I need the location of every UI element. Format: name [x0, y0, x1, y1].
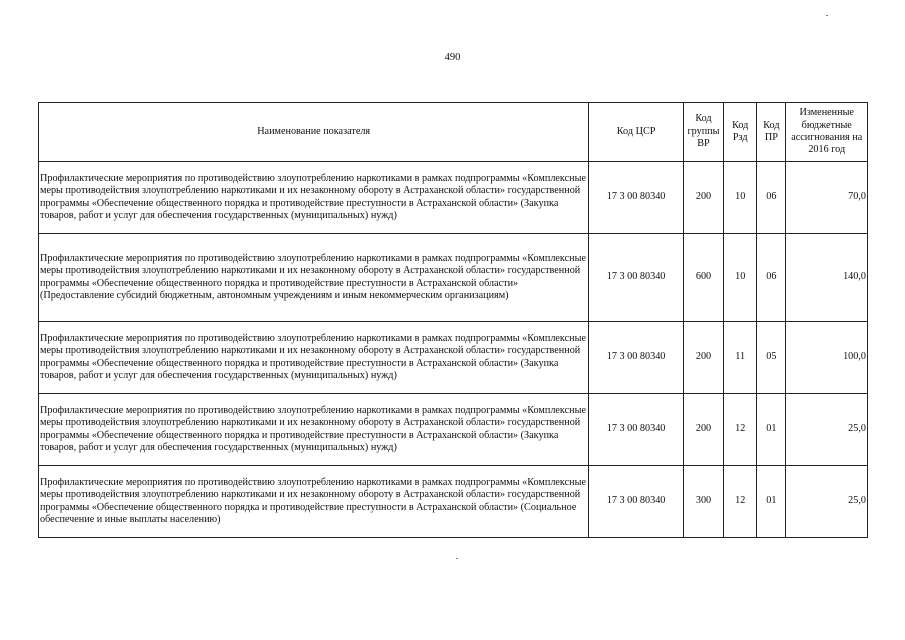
row-csr-cell: 17 3 00 80340 [589, 234, 684, 322]
header-pr-code: Код ПР [757, 103, 786, 162]
row-pr-cell: 01 [757, 394, 786, 466]
row-name-cell: Профилактические мероприятия по противодействию злоупотреблению наркотиками в рамках подпрограммы «Комплексные меры противодействия злоупотреблению наркотиками и их незаконному обороту в Астраханской области» государственной программы «Обеспечение общественного порядка и противодействие преступности в Астраханской области» (Предоставление субсидий бюджетным, автономным учреждениям и иным некоммерческим организациям) [39, 234, 589, 322]
header-amount-2016: Измененные бюджетные ассигнования на 2016 год [786, 103, 868, 162]
row-rzd-cell: 11 [724, 322, 757, 394]
row-name-cell: Профилактические мероприятия по противодействию злоупотреблению наркотиками в рамках подпрограммы «Комплексные меры противодействия злоупотреблению наркотиками и их незаконному обороту в Астраханской области» государственной программы «Обеспечение общественного порядка и противодействие преступности в Астраханской области» (Закупка товаров, работ и услуг для обеспечения государственных (муниципальных) нужд) [39, 322, 589, 394]
row-name-cell: Профилактические мероприятия по противодействию злоупотреблению наркотиками в рамках подпрограммы «Комплексные меры противодействия злоупотреблению наркотиками и их незаконному обороту в Астраханской области» государственной программы «Обеспечение общественного порядка и противодействие преступности в Астраханской области» (Социальное обеспечение и иные выплаты населению) [39, 466, 589, 538]
header-name: Наименование показателя [39, 103, 589, 162]
page-number: 490 [444, 52, 461, 63]
row-rzd-cell: 12 [724, 466, 757, 538]
row-vr-cell: 300 [683, 466, 723, 538]
table-row [39, 394, 868, 466]
table-row [39, 162, 868, 234]
row-amount-cell: 70,0 [786, 162, 868, 234]
table-row [39, 234, 868, 322]
header-csr-code: Код ЦСР [589, 103, 684, 162]
budget-allocations-table [38, 102, 868, 538]
row-rzd-cell: 10 [724, 162, 757, 234]
table-row [39, 322, 868, 394]
row-csr-cell: 17 3 00 80340 [589, 466, 684, 538]
scan-speck [456, 558, 458, 559]
row-vr-cell: 200 [683, 394, 723, 466]
row-vr-cell: 200 [683, 162, 723, 234]
row-pr-cell: 06 [757, 162, 786, 234]
row-name-cell: Профилактические мероприятия по противодействию злоупотреблению наркотиками в рамках подпрограммы «Комплексные меры противодействия злоупотреблению наркотиками и их незаконному обороту в Астраханской области» государственной программы «Обеспечение общественного порядка и противодействие преступности в Астраханской области» (Закупка товаров, работ и услуг для обеспечения государственных (муниципальных) нужд) [39, 162, 589, 234]
row-pr-cell: 06 [757, 234, 786, 322]
row-csr-cell: 17 3 00 80340 [589, 322, 684, 394]
header-rzd-code: Код Рзд [724, 103, 757, 162]
row-amount-cell: 140,0 [786, 234, 868, 322]
row-vr-cell: 600 [683, 234, 723, 322]
row-rzd-cell: 10 [724, 234, 757, 322]
table-header-row [39, 103, 868, 162]
row-amount-cell: 100,0 [786, 322, 868, 394]
row-pr-cell: 01 [757, 466, 786, 538]
row-pr-cell: 05 [757, 322, 786, 394]
row-csr-cell: 17 3 00 80340 [589, 162, 684, 234]
row-name-cell: Профилактические мероприятия по противодействию злоупотреблению наркотиками в рамках подпрограммы «Комплексные меры противодействия злоупотреблению наркотиками и их незаконному обороту в Астраханской области» государственной программы «Обеспечение общественного порядка и противодействие преступности в Астраханской области» (Закупка товаров, работ и услуг для обеспечения государственных (муниципальных) нужд) [39, 394, 589, 466]
row-amount-cell: 25,0 [786, 394, 868, 466]
row-csr-cell: 17 3 00 80340 [589, 394, 684, 466]
header-vr-group-code: Код группы ВР [683, 103, 723, 162]
row-amount-cell: 25,0 [786, 466, 868, 538]
row-rzd-cell: 12 [724, 394, 757, 466]
scan-speck [826, 15, 828, 16]
table-row [39, 466, 868, 538]
row-vr-cell: 200 [683, 322, 723, 394]
